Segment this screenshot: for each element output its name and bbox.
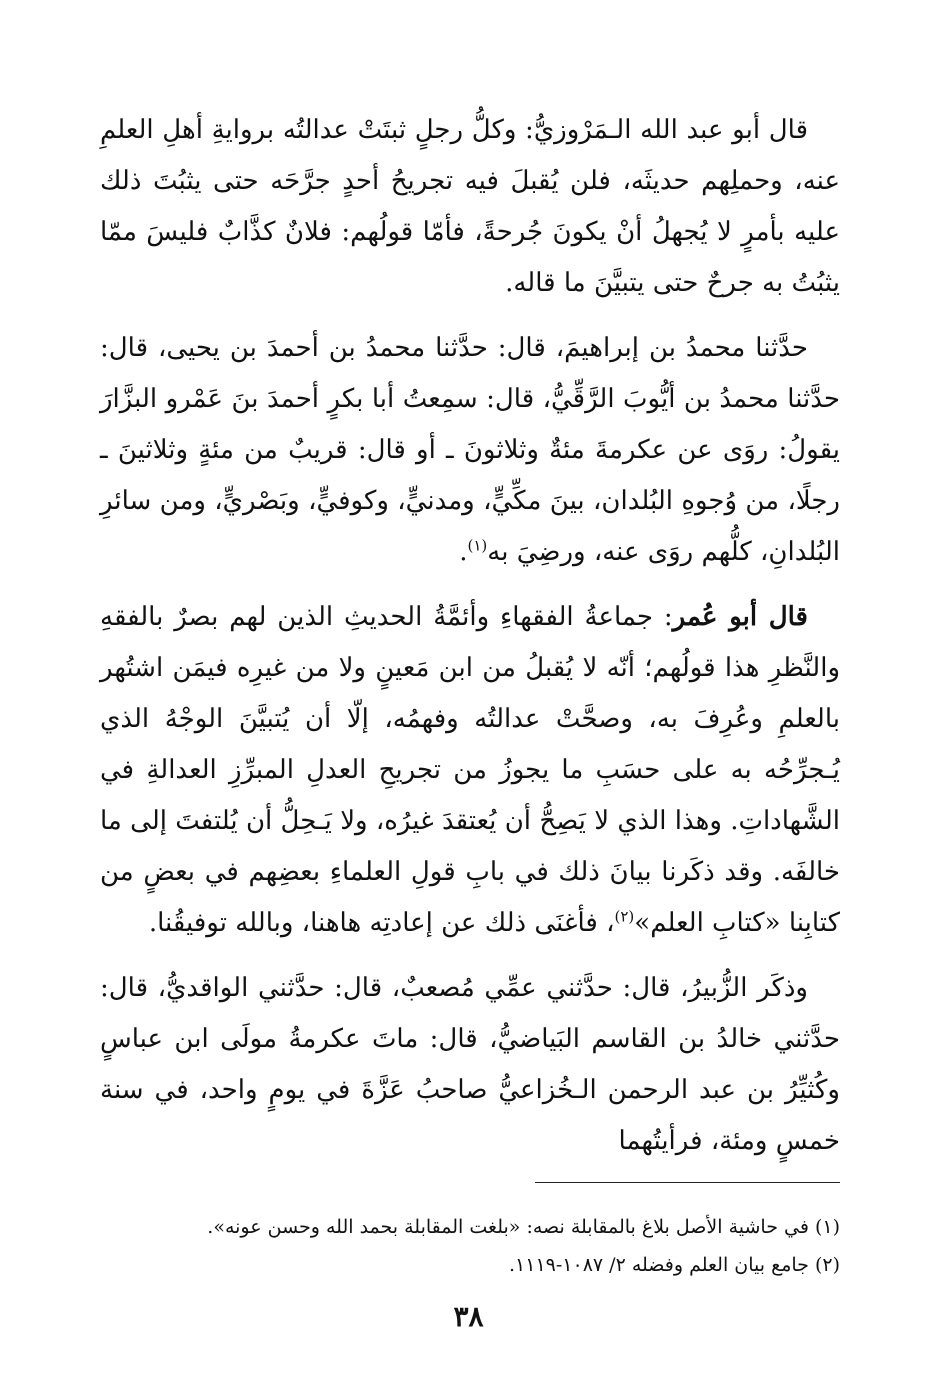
paragraph-3-end: ، فأغنَى ذلك عن إعادتِه هاهنا، وبالله توفيقُنا. [148, 908, 615, 938]
paragraph-4-text: وذكَر الزُّبيرُ، قال: حدَّثني عمِّي مُصعبٌ، قال: حدَّثني الواقديُّ، قال: حدَّثني خالدُ بن القاسم البَياضيُّ، قال: ماتَ عكرمةُ مولَى ابن عباسٍ وكُثيِّرُ بن عبد الرحمن الـخُزاعيُّ صاحبُ عَزَّةَ في يومٍ واحد، في سنة خمسٍ ومئة، فرأيتُهما [100, 973, 840, 1156]
paragraph-3 [100, 592, 840, 949]
paragraph-3-text: : جماعةُ الفقهاءِ وأئمَّةُ الحديثِ الذين لهم بصرٌ بالفقهِ والنَّظرِ هذا قولُهم؛ أنّه لا يُقبلُ من ابن مَعينٍ ولا من غيرِه فيمَن اشتُهر بالعلمِ وعُرِفَ به، وصحَّتْ عدالتُه وفهمُه، إلّا أن يُتبيَّنَ الوجْهُ الذي يُـجرِّحُه به على حسَبِ ما يجوزُ من تجريحِ العدلِ المبرِّزِ العدالةِ في الشَّهاداتِ. وهذا الذي لا يَصِحُّ أن يُعتقدَ غيرُه، ولا يَـحِلُّ أن يُلتفتَ إلى ما خالفَه. وقد ذكَرنا بيانَ ذلك في بابِ قولِ العلماءِ بعضِهم في بعضٍ من كتابِنا «كتابِ العلم» [100, 602, 840, 938]
footnotes [100, 1208, 840, 1284]
footnote-2: (٢) جامع بيان العلم وفضله ٢/ ١٠٨٧-١١١٩. [508, 1254, 840, 1276]
paragraph-2 [100, 323, 840, 578]
footnote-1: (١) في حاشية الأصل بلاغ بالمقابلة نصه: «بلغت المقابلة بحمد الله وحسن عونه». [207, 1216, 840, 1238]
main-text [100, 105, 840, 1181]
paragraph-2-text: حدَّثنا محمدُ بن إبراهيمَ، قال: حدَّثنا محمدُ بن أحمدَ بن يحيى، قال: حدَّثنا محمدُ بن أيُّوبَ الرَّقِّيُّ، قال: سمِعتُ أبا بكرٍ أحمدَ بنَ عَمْرو البزَّارَ يقولُ: روَى عن عكرمةَ مئةٌ وثلاثونَ ـ أو قال: قريبٌ من مئةٍ وثلاثينَ ـ رجلًا، من وُجوهِ البُلدان، بينَ مكِّيٍّ، ومدنيٍّ، وكوفيٍّ، وبَصْريٍّ، ومن سائرِ البُلدانِ، كلُّهم روَى عنه، ورضِيَ به [100, 333, 840, 567]
footnote-divider [535, 1182, 840, 1183]
footnote-ref-1[interactable]: (١) [467, 536, 488, 555]
speaker-name: قال أبو عُمر [672, 602, 808, 632]
paragraph-1-text: قال أبو عبد الله الـمَرْوزيُّ: وكلُّ رجلٍ ثبتَتْ عدالتُه بروايةِ أهلِ العلمِ عنه، وحملِهم حديثَه، فلن يُقبلَ فيه تجريحُ أحدٍ جرَّحَه حتى يثبُتَ ذلك عليه بأمرٍ لا يُجهلُ أنْ يكونَ جُرحةً، فأمّا قولُهم: فلانٌ كذَّابٌ فليسَ ممّا يثبُتُ به جرحٌ حتى يتبيَّنَ ما قاله. [100, 115, 840, 298]
page-number: ٣٨ [453, 1300, 484, 1333]
footnote-ref-2[interactable]: (٢) [614, 907, 635, 926]
paragraph-2-end: . [459, 537, 468, 567]
paragraph-4 [100, 963, 840, 1167]
paragraph-1 [100, 105, 840, 309]
